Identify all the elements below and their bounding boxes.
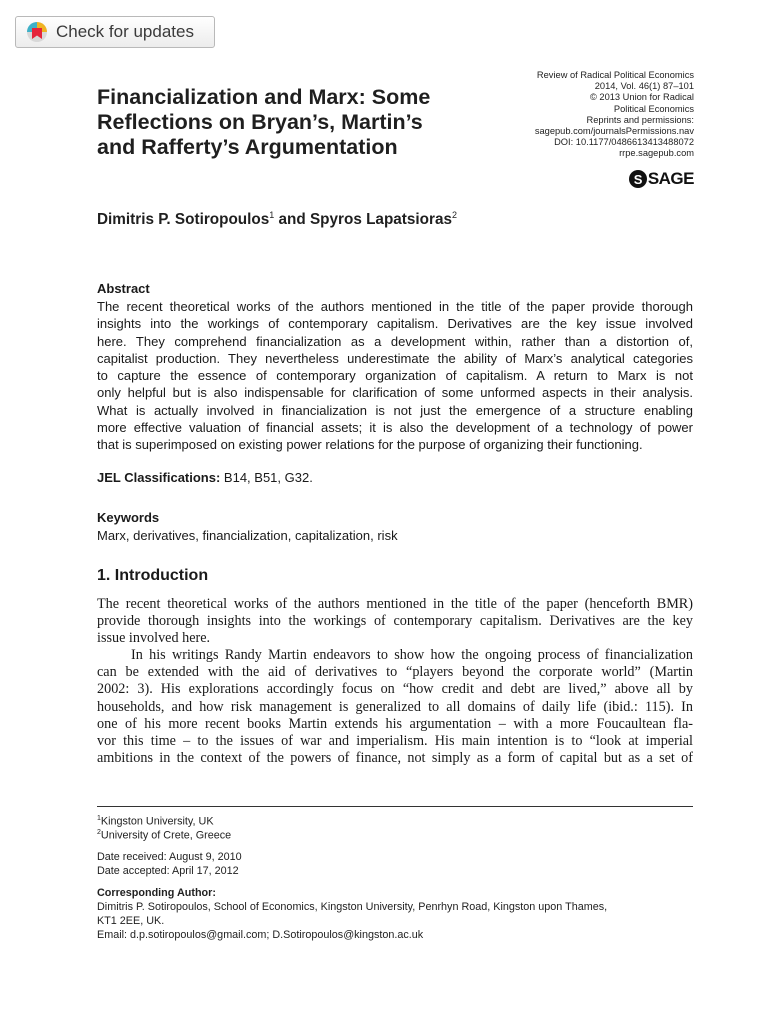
journal-site-link[interactable]: rrpe.sagepub.com	[619, 148, 694, 159]
body-line: households, and how risk management is generalized to all domains of daily life (ibid.: 115). In	[97, 698, 693, 715]
keywords-list: Marx, derivatives, financialization, capitalization, risk	[97, 528, 398, 543]
journal-name: Review of Radical Political Economics	[536, 70, 694, 80]
body-line: In his writings Randy Martin endeavors to show how the ongoing process of financialization	[131, 647, 693, 664]
abstract-line: insights into the workings of contemporary capitalism. Derivatives are the key issue involved	[97, 316, 693, 332]
copyright-holder: Political Economics	[613, 103, 694, 114]
copyright-line: © 2013 Union for Radical	[589, 92, 694, 103]
affiliation-marker: 2	[97, 829, 101, 836]
corresponding-author-email[interactable]: Email: d.p.sotiropoulos@gmail.com; D.Sotiropoulos@kingston.ac.uk	[97, 929, 424, 941]
section-heading: 1. Introduction	[97, 567, 209, 584]
title-line: Reflections on Bryan’s, Martin’s	[97, 110, 423, 134]
jel-value: B14, B51, G32.	[220, 470, 313, 485]
body-line: 2002: 3). His explorations accordingly focus on “how credit and debt are lived,” above all by	[97, 681, 693, 698]
abstract-line: more effective valuation of financial assets; it is also the development of a technology of power	[97, 420, 693, 436]
affiliation-text: University of Crete, Greece	[100, 829, 232, 842]
body-line: ambitions in the context of the powers of finance, not simply as a form of capital but as a set of	[97, 749, 693, 766]
date-received: Date received: August 9, 2010	[97, 851, 242, 863]
check-for-updates-button[interactable]	[15, 16, 215, 48]
body-line: vor this time – to the issues of war and imperialism. His main intention is to “look at imperial	[97, 732, 693, 749]
abstract-line: that is superimposed on existing power relations for the purpose of organizing their functioning.	[97, 437, 643, 453]
sage-logo	[629, 169, 694, 189]
corresponding-author-address: Dimitris P. Sotiropoulos, School of Economics, Kingston University, Penrhyn Road, Kingston upon Thames,	[97, 901, 608, 913]
affiliation-text: Kingston University, UK	[100, 815, 214, 828]
abstract-line: only helpful but is also indispensable for clarification of some unformed aspects in their analysis.	[97, 385, 693, 401]
journal-info	[454, 70, 694, 160]
doi-link[interactable]: DOI: 10.1177/0486613413488072	[554, 137, 694, 148]
body-line: can be extended with the aid of derivatives to “players beyond the corporate world” (Martin	[97, 664, 693, 681]
abstract-line: to capture the essence of contemporary organization of capitalism. A return to Marx is not	[97, 368, 693, 384]
crossmark-icon	[26, 21, 48, 43]
body-line: provide thorough insights into the workings of contemporary capitalism. Derivatives are the key	[97, 613, 693, 630]
affiliation-marker: 1	[269, 210, 275, 220]
affiliation-marker: 2	[451, 210, 457, 220]
author-name: Dimitris P. Sotiropoulos	[97, 211, 270, 229]
corresponding-author-heading	[97, 886, 216, 900]
journal-volume: 2014, Vol. 46(1) 87–101	[594, 81, 694, 92]
body-line: one of his more recent books Martin extends his argumentation – with a more Foucaultean fla-	[97, 715, 693, 732]
affiliation-marker: 1	[97, 815, 101, 822]
abstract-line: The recent theoretical works of the authors mentioned in the title of the paper provide thorough	[97, 299, 693, 314]
abstract-line: What is actually involved in financialization is not just the emergence of a structure enabling	[97, 402, 693, 418]
introduction-body	[97, 596, 693, 767]
reprints-label: Reprints and permissions:	[586, 114, 694, 125]
body-line: The recent theoretical works of the authors mentioned in the title of the paper (henceforth BMR)	[97, 596, 693, 612]
abstract-body	[97, 298, 693, 454]
sage-logo-text: SAGE	[647, 169, 694, 188]
check-for-updates-label: Check for updates	[56, 22, 194, 41]
keywords-heading: Keywords	[97, 510, 160, 525]
corresponding-author-postcode: KT1 2EE, UK.	[97, 915, 165, 927]
abstract-line: capitalist production. They nevertheless underestimate the ability of Marx’s analytical categories	[97, 350, 693, 366]
abstract-line: here. They comprehend financialization as a development within, rather than a distortion of,	[97, 333, 693, 349]
title-line: Financialization and Marx: Some	[97, 85, 431, 109]
permissions-link[interactable]: sagepub.com/journalsPermissions.nav	[534, 126, 694, 137]
abstract-heading: Abstract	[97, 281, 150, 296]
date-accepted: Date accepted: April 17, 2012	[97, 865, 239, 877]
sage-s-icon: S	[629, 170, 647, 188]
corresponding-author-label: Corresponding Author:	[97, 887, 216, 899]
author-joiner: and	[274, 211, 310, 229]
jel-label: JEL Classifications:	[97, 470, 221, 485]
author-name: Spyros Lapatsioras	[309, 211, 452, 229]
body-line: issue involved here.	[97, 630, 211, 647]
jel-classifications	[97, 470, 313, 485]
affiliation-2	[97, 826, 231, 843]
title-line: and Rafferty’s Argumentation	[97, 135, 398, 159]
footnote-divider	[97, 806, 693, 807]
authors-line	[97, 210, 457, 229]
